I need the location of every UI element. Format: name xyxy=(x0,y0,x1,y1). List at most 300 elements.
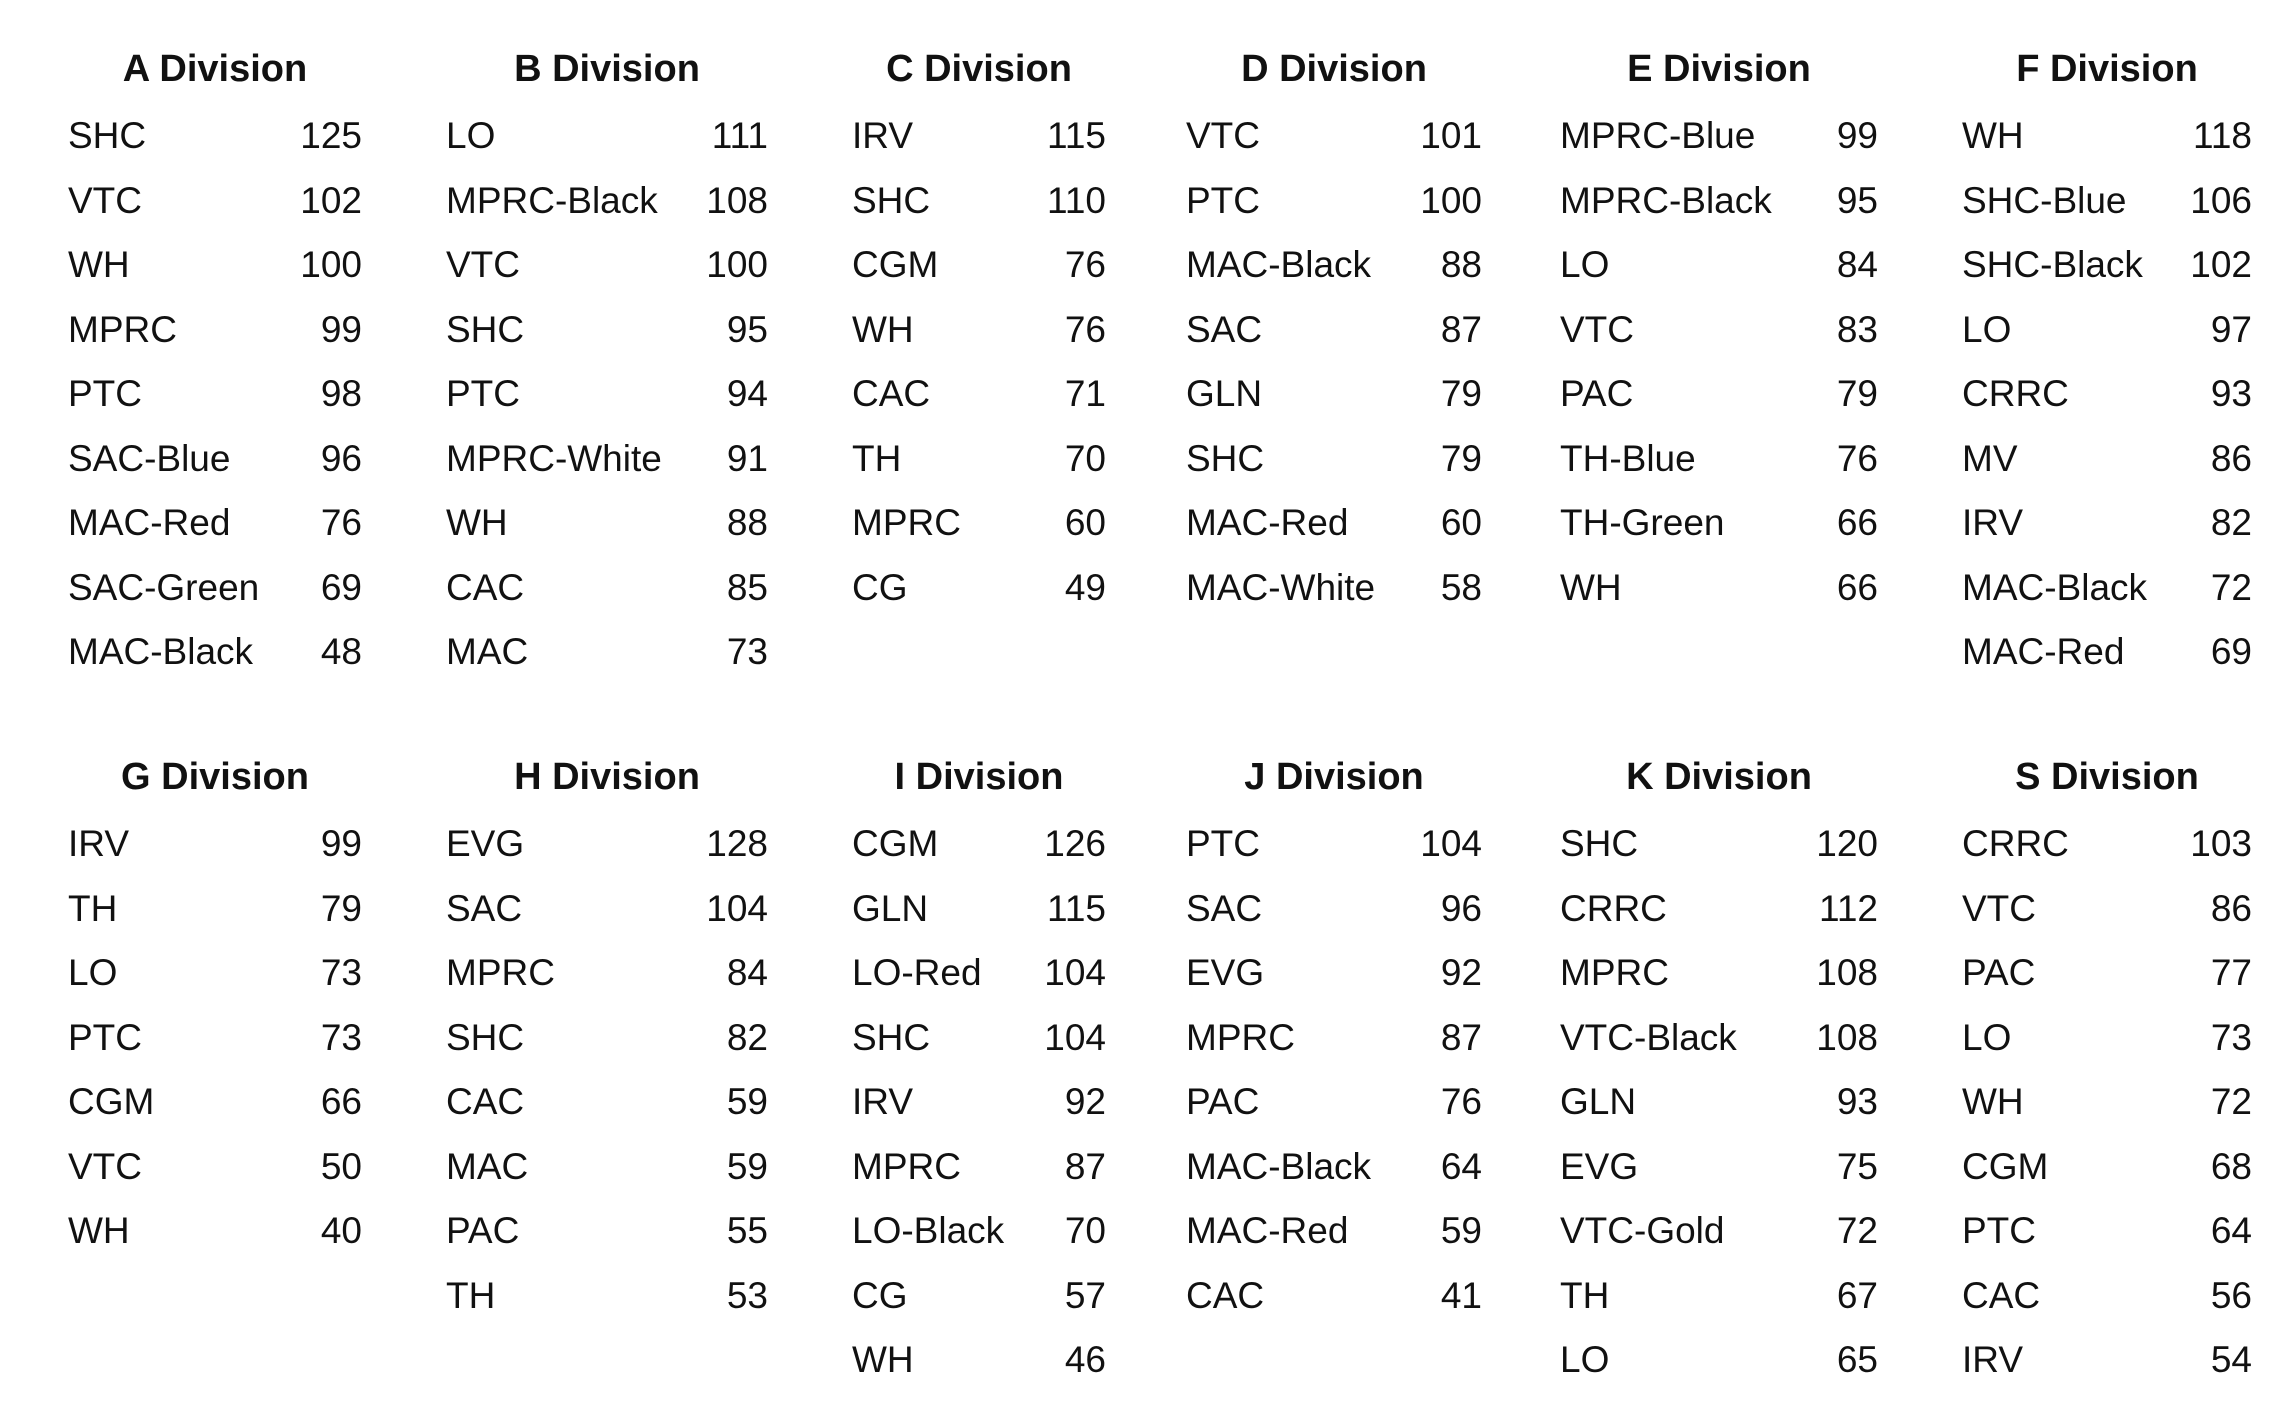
team-score: 100 xyxy=(706,244,768,286)
team-name: LO-Red xyxy=(852,952,982,994)
team-score: 79 xyxy=(1440,373,1482,415)
standing-row xyxy=(1186,812,1482,877)
standing-row xyxy=(446,1006,768,1071)
standing-row xyxy=(68,941,362,1006)
standing-row xyxy=(1560,362,1878,427)
team-score: 46 xyxy=(1064,1339,1106,1381)
team-name: VTC xyxy=(1186,115,1260,157)
team-score: 88 xyxy=(726,502,768,544)
team-name: VTC xyxy=(68,1145,142,1187)
team-name: SHC xyxy=(852,1016,931,1058)
division-table xyxy=(1186,746,1482,1328)
standing-row xyxy=(1186,877,1482,942)
team-name: CG xyxy=(852,1274,908,1316)
standing-row xyxy=(852,427,1106,492)
standing-row xyxy=(1962,877,2252,942)
team-name: VTC xyxy=(446,244,520,286)
team-score: 59 xyxy=(726,1145,768,1187)
team-name: PTC xyxy=(1186,823,1260,865)
team-name: CGM xyxy=(852,823,939,865)
team-score: 104 xyxy=(1420,823,1482,865)
standing-row xyxy=(1186,233,1482,298)
division-table xyxy=(1186,38,1482,620)
standing-row xyxy=(1560,298,1878,363)
team-score: 103 xyxy=(2190,823,2252,865)
standing-row xyxy=(446,427,768,492)
standing-row xyxy=(446,812,768,877)
standing-row xyxy=(1962,169,2252,234)
team-name: PTC xyxy=(1186,179,1260,221)
standing-row xyxy=(446,556,768,621)
team-name: GLN xyxy=(1186,373,1263,415)
standing-row xyxy=(1560,491,1878,556)
standing-row xyxy=(852,1135,1106,1200)
team-score: 57 xyxy=(1064,1274,1106,1316)
team-score: 53 xyxy=(726,1274,768,1316)
team-name: CGM xyxy=(852,244,939,286)
team-score: 73 xyxy=(726,631,768,673)
team-score: 68 xyxy=(2210,1145,2252,1187)
standing-row xyxy=(446,1070,768,1135)
standing-row xyxy=(1962,1006,2252,1071)
standing-row xyxy=(68,877,362,942)
standing-row xyxy=(852,1006,1106,1071)
team-name: CAC xyxy=(1962,1274,2041,1316)
team-score: 64 xyxy=(1440,1145,1482,1187)
team-name: TH xyxy=(852,437,902,479)
standings-list xyxy=(1186,812,1482,1328)
standing-row xyxy=(1560,104,1878,169)
team-name: WH xyxy=(446,502,508,544)
standing-row xyxy=(68,298,362,363)
standing-row xyxy=(852,298,1106,363)
standing-row xyxy=(68,556,362,621)
team-name: LO xyxy=(68,952,118,994)
team-name: CAC xyxy=(446,1081,525,1123)
team-name: WH xyxy=(852,1339,914,1381)
division-table xyxy=(1962,38,2252,685)
team-score: 70 xyxy=(1064,437,1106,479)
standings-list xyxy=(68,104,362,685)
team-score: 102 xyxy=(2190,244,2252,286)
standing-row xyxy=(68,104,362,169)
team-name: IRV xyxy=(852,115,914,157)
division-table xyxy=(446,746,768,1328)
team-score: 71 xyxy=(1064,373,1106,415)
standings-list xyxy=(1962,104,2252,685)
team-name: VTC-Black xyxy=(1560,1016,1737,1058)
standing-row xyxy=(68,362,362,427)
standing-row xyxy=(1962,298,2252,363)
standing-row xyxy=(852,941,1106,1006)
standing-row xyxy=(852,1199,1106,1264)
division-row-top xyxy=(0,38,2294,678)
standing-row xyxy=(446,877,768,942)
standing-row xyxy=(852,169,1106,234)
team-score: 88 xyxy=(1440,244,1482,286)
team-score: 73 xyxy=(320,952,362,994)
standings-list xyxy=(1962,812,2252,1393)
standing-row xyxy=(446,104,768,169)
standing-row xyxy=(68,427,362,492)
team-score: 40 xyxy=(320,1210,362,1252)
division-table xyxy=(68,38,362,685)
team-score: 104 xyxy=(1044,952,1106,994)
team-name: LO xyxy=(1560,244,1610,286)
team-name: CRRC xyxy=(1560,887,1667,929)
team-score: 76 xyxy=(1836,437,1878,479)
team-score: 87 xyxy=(1064,1145,1106,1187)
standing-row xyxy=(1962,556,2252,621)
team-name: MPRC xyxy=(68,308,177,350)
team-score: 69 xyxy=(2210,631,2252,673)
team-score: 108 xyxy=(1816,952,1878,994)
team-score: 92 xyxy=(1064,1081,1106,1123)
team-name: LO xyxy=(1962,308,2012,350)
team-name: SHC xyxy=(68,115,147,157)
team-name: MAC-Red xyxy=(1962,631,2125,673)
team-name: PTC xyxy=(68,1016,142,1058)
team-name: LO xyxy=(1962,1016,2012,1058)
team-name: IRV xyxy=(68,823,130,865)
team-score: 79 xyxy=(1836,373,1878,415)
standing-row xyxy=(1186,362,1482,427)
team-score: 111 xyxy=(711,115,768,157)
team-name: SAC xyxy=(446,887,523,929)
team-name: WH xyxy=(68,244,130,286)
team-score: 66 xyxy=(320,1081,362,1123)
team-name: IRV xyxy=(1962,1339,2024,1381)
team-name: IRV xyxy=(852,1081,914,1123)
team-name: WH xyxy=(1560,566,1622,608)
team-score: 49 xyxy=(1064,566,1106,608)
standing-row xyxy=(1962,362,2252,427)
team-name: TH xyxy=(68,887,118,929)
team-name: MPRC xyxy=(852,1145,961,1187)
standing-row xyxy=(1962,1264,2252,1329)
division-title: A Division xyxy=(122,48,308,90)
team-name: GLN xyxy=(1560,1081,1637,1123)
standing-row xyxy=(1186,1264,1482,1329)
standing-row xyxy=(1186,941,1482,1006)
team-name: MAC-Black xyxy=(1962,566,2148,608)
division-title: H Division xyxy=(514,756,700,798)
team-score: 85 xyxy=(726,566,768,608)
team-name: SHC xyxy=(852,179,931,221)
team-score: 60 xyxy=(1064,502,1106,544)
standing-row xyxy=(1962,491,2252,556)
standings-list xyxy=(446,812,768,1328)
team-name: MPRC xyxy=(852,502,961,544)
team-score: 67 xyxy=(1836,1274,1878,1316)
team-score: 76 xyxy=(1064,244,1106,286)
standing-row xyxy=(446,491,768,556)
standing-row xyxy=(1560,877,1878,942)
team-score: 106 xyxy=(2190,179,2252,221)
standing-row xyxy=(1560,812,1878,877)
team-score: 99 xyxy=(320,308,362,350)
team-name: PTC xyxy=(1962,1210,2036,1252)
standing-row xyxy=(852,233,1106,298)
standing-row xyxy=(1560,1199,1878,1264)
team-score: 72 xyxy=(2210,566,2252,608)
team-name: PTC xyxy=(446,373,520,415)
team-score: 76 xyxy=(320,502,362,544)
team-score: 73 xyxy=(320,1016,362,1058)
team-name: SAC xyxy=(1186,887,1263,929)
team-name: MAC-Red xyxy=(68,502,231,544)
team-score: 72 xyxy=(2210,1081,2252,1123)
team-name: MV xyxy=(1962,437,2018,479)
standing-row xyxy=(1560,556,1878,621)
team-name: LO-Black xyxy=(852,1210,1005,1252)
team-name: SAC xyxy=(1186,308,1263,350)
team-name: PTC xyxy=(68,373,142,415)
standing-row xyxy=(1186,1006,1482,1071)
team-name: SHC xyxy=(446,1016,525,1058)
standing-row xyxy=(68,620,362,685)
team-name: VTC xyxy=(68,179,142,221)
division-title: K Division xyxy=(1626,756,1812,798)
standing-row xyxy=(68,812,362,877)
team-score: 99 xyxy=(1836,115,1878,157)
team-score: 76 xyxy=(1440,1081,1482,1123)
team-name: WH xyxy=(68,1210,130,1252)
team-score: 83 xyxy=(1836,308,1878,350)
team-name: VTC-Gold xyxy=(1560,1210,1725,1252)
team-name: SHC-Blue xyxy=(1962,179,2127,221)
team-name: CRRC xyxy=(1962,373,2069,415)
team-score: 87 xyxy=(1440,1016,1482,1058)
team-name: MPRC-White xyxy=(446,437,662,479)
team-name: LO xyxy=(1560,1339,1610,1381)
standing-row xyxy=(68,233,362,298)
team-name: PAC xyxy=(1560,373,1634,415)
standing-row xyxy=(1962,620,2252,685)
team-name: CAC xyxy=(1186,1274,1265,1316)
division-title: C Division xyxy=(886,48,1072,90)
standing-row xyxy=(1962,104,2252,169)
team-name: MAC-Black xyxy=(68,631,254,673)
team-name: PAC xyxy=(1962,952,2036,994)
team-score: 58 xyxy=(1440,566,1482,608)
standing-row xyxy=(446,1264,768,1329)
team-name: MAC-Red xyxy=(1186,502,1349,544)
team-name: CGM xyxy=(1962,1145,2049,1187)
team-name: LO xyxy=(446,115,496,157)
team-name: VTC xyxy=(1962,887,2036,929)
division-title: E Division xyxy=(1627,48,1811,90)
standing-row xyxy=(1962,1135,2252,1200)
standing-row xyxy=(852,1264,1106,1329)
team-name: MPRC xyxy=(446,952,555,994)
team-name: GLN xyxy=(852,887,929,929)
standing-row xyxy=(1560,1135,1878,1200)
standing-row xyxy=(1186,169,1482,234)
standings-list xyxy=(446,104,768,685)
team-score: 100 xyxy=(1420,179,1482,221)
team-score: 93 xyxy=(2210,373,2252,415)
standing-row xyxy=(852,812,1106,877)
standing-row xyxy=(1962,233,2252,298)
standing-row xyxy=(68,1006,362,1071)
team-score: 70 xyxy=(1064,1210,1106,1252)
division-table xyxy=(852,746,1106,1393)
standings-list xyxy=(852,104,1106,620)
team-name: PAC xyxy=(446,1210,520,1252)
standing-row xyxy=(446,169,768,234)
standing-row xyxy=(1186,104,1482,169)
team-name: WH xyxy=(1962,1081,2024,1123)
standing-row xyxy=(852,1328,1106,1393)
team-name: TH-Green xyxy=(1560,502,1725,544)
team-score: 128 xyxy=(706,823,768,865)
team-score: 54 xyxy=(2210,1339,2252,1381)
division-title: S Division xyxy=(2015,756,2199,798)
standing-row xyxy=(68,1135,362,1200)
team-name: EVG xyxy=(1560,1145,1639,1187)
team-name: TH xyxy=(446,1274,496,1316)
team-name: SAC-Green xyxy=(68,566,260,608)
team-name: CRRC xyxy=(1962,823,2069,865)
division-title: F Division xyxy=(2016,48,2198,90)
team-score: 112 xyxy=(1819,887,1878,929)
team-name: SHC xyxy=(446,308,525,350)
standing-row xyxy=(446,620,768,685)
standing-row xyxy=(852,1070,1106,1135)
standing-row xyxy=(68,1070,362,1135)
team-name: SAC-Blue xyxy=(68,437,231,479)
team-name: CAC xyxy=(446,566,525,608)
standing-row xyxy=(1186,298,1482,363)
standing-row xyxy=(1186,427,1482,492)
standing-row xyxy=(852,362,1106,427)
division-table xyxy=(68,746,362,1264)
division-title: G Division xyxy=(121,756,309,798)
team-score: 79 xyxy=(1440,437,1482,479)
team-name: CG xyxy=(852,566,908,608)
team-score: 95 xyxy=(1836,179,1878,221)
team-name: SHC xyxy=(1560,823,1639,865)
standing-row xyxy=(1186,1199,1482,1264)
team-score: 126 xyxy=(1044,823,1106,865)
team-name: CAC xyxy=(852,373,931,415)
team-name: SHC-Black xyxy=(1962,244,2143,286)
standing-row xyxy=(1186,1070,1482,1135)
team-name: MAC xyxy=(446,631,529,673)
team-score: 69 xyxy=(320,566,362,608)
standing-row xyxy=(1962,1070,2252,1135)
standing-row xyxy=(68,491,362,556)
division-table xyxy=(852,38,1106,620)
standing-row xyxy=(446,1199,768,1264)
standing-row xyxy=(852,491,1106,556)
team-score: 64 xyxy=(2210,1210,2252,1252)
standing-row xyxy=(1186,491,1482,556)
team-score: 96 xyxy=(320,437,362,479)
team-name: MPRC-Black xyxy=(446,179,658,221)
team-score: 93 xyxy=(1836,1081,1878,1123)
team-name: MPRC-Black xyxy=(1560,179,1772,221)
team-name: TH xyxy=(1560,1274,1610,1316)
team-score: 55 xyxy=(726,1210,768,1252)
standings-list xyxy=(1560,812,1878,1393)
team-score: 110 xyxy=(1047,179,1106,221)
team-score: 94 xyxy=(726,373,768,415)
team-name: WH xyxy=(1962,115,2024,157)
standing-row xyxy=(852,556,1106,621)
standings-list xyxy=(68,812,362,1264)
division-row-bottom xyxy=(0,746,2294,1386)
team-name: MAC-Black xyxy=(1186,1145,1372,1187)
team-score: 86 xyxy=(2210,437,2252,479)
team-score: 101 xyxy=(1420,115,1482,157)
team-name: WH xyxy=(852,308,914,350)
division-table xyxy=(446,38,768,685)
team-score: 95 xyxy=(726,308,768,350)
standing-row xyxy=(1962,1199,2252,1264)
team-name: IRV xyxy=(1962,502,2024,544)
standing-row xyxy=(852,104,1106,169)
standing-row xyxy=(1560,941,1878,1006)
standing-row xyxy=(446,233,768,298)
team-score: 108 xyxy=(1816,1016,1878,1058)
standing-row xyxy=(446,1135,768,1200)
team-score: 73 xyxy=(2210,1016,2252,1058)
standings-list xyxy=(1186,104,1482,620)
team-score: 77 xyxy=(2210,952,2252,994)
standing-row xyxy=(68,169,362,234)
team-name: TH-Blue xyxy=(1560,437,1696,479)
standing-row xyxy=(1560,169,1878,234)
team-score: 82 xyxy=(2210,502,2252,544)
standings-list xyxy=(852,812,1106,1393)
division-table xyxy=(1560,746,1878,1393)
team-score: 115 xyxy=(1047,887,1106,929)
team-score: 65 xyxy=(1836,1339,1878,1381)
team-name: MAC-White xyxy=(1186,566,1376,608)
team-score: 115 xyxy=(1047,115,1106,157)
team-score: 59 xyxy=(1440,1210,1482,1252)
team-name: MPRC xyxy=(1560,952,1669,994)
division-title: I Division xyxy=(894,756,1064,798)
team-score: 98 xyxy=(320,373,362,415)
division-title: B Division xyxy=(514,48,700,90)
team-name: EVG xyxy=(446,823,525,865)
standing-row xyxy=(1560,1264,1878,1329)
standing-row xyxy=(1186,1135,1482,1200)
team-score: 59 xyxy=(726,1081,768,1123)
standing-row xyxy=(1560,1006,1878,1071)
division-table xyxy=(1962,746,2252,1393)
team-name: MPRC xyxy=(1186,1016,1295,1058)
standing-row xyxy=(1962,1328,2252,1393)
team-name: MAC-Red xyxy=(1186,1210,1349,1252)
team-score: 72 xyxy=(1836,1210,1878,1252)
division-title: D Division xyxy=(1241,48,1427,90)
team-score: 82 xyxy=(726,1016,768,1058)
team-score: 125 xyxy=(300,115,362,157)
standing-row xyxy=(446,941,768,1006)
standing-row xyxy=(1560,1070,1878,1135)
standing-row xyxy=(1186,556,1482,621)
team-name: MPRC-Blue xyxy=(1560,115,1756,157)
team-score: 79 xyxy=(320,887,362,929)
standing-row xyxy=(852,877,1106,942)
team-score: 60 xyxy=(1440,502,1482,544)
team-name: VTC xyxy=(1560,308,1634,350)
team-name: CGM xyxy=(68,1081,155,1123)
